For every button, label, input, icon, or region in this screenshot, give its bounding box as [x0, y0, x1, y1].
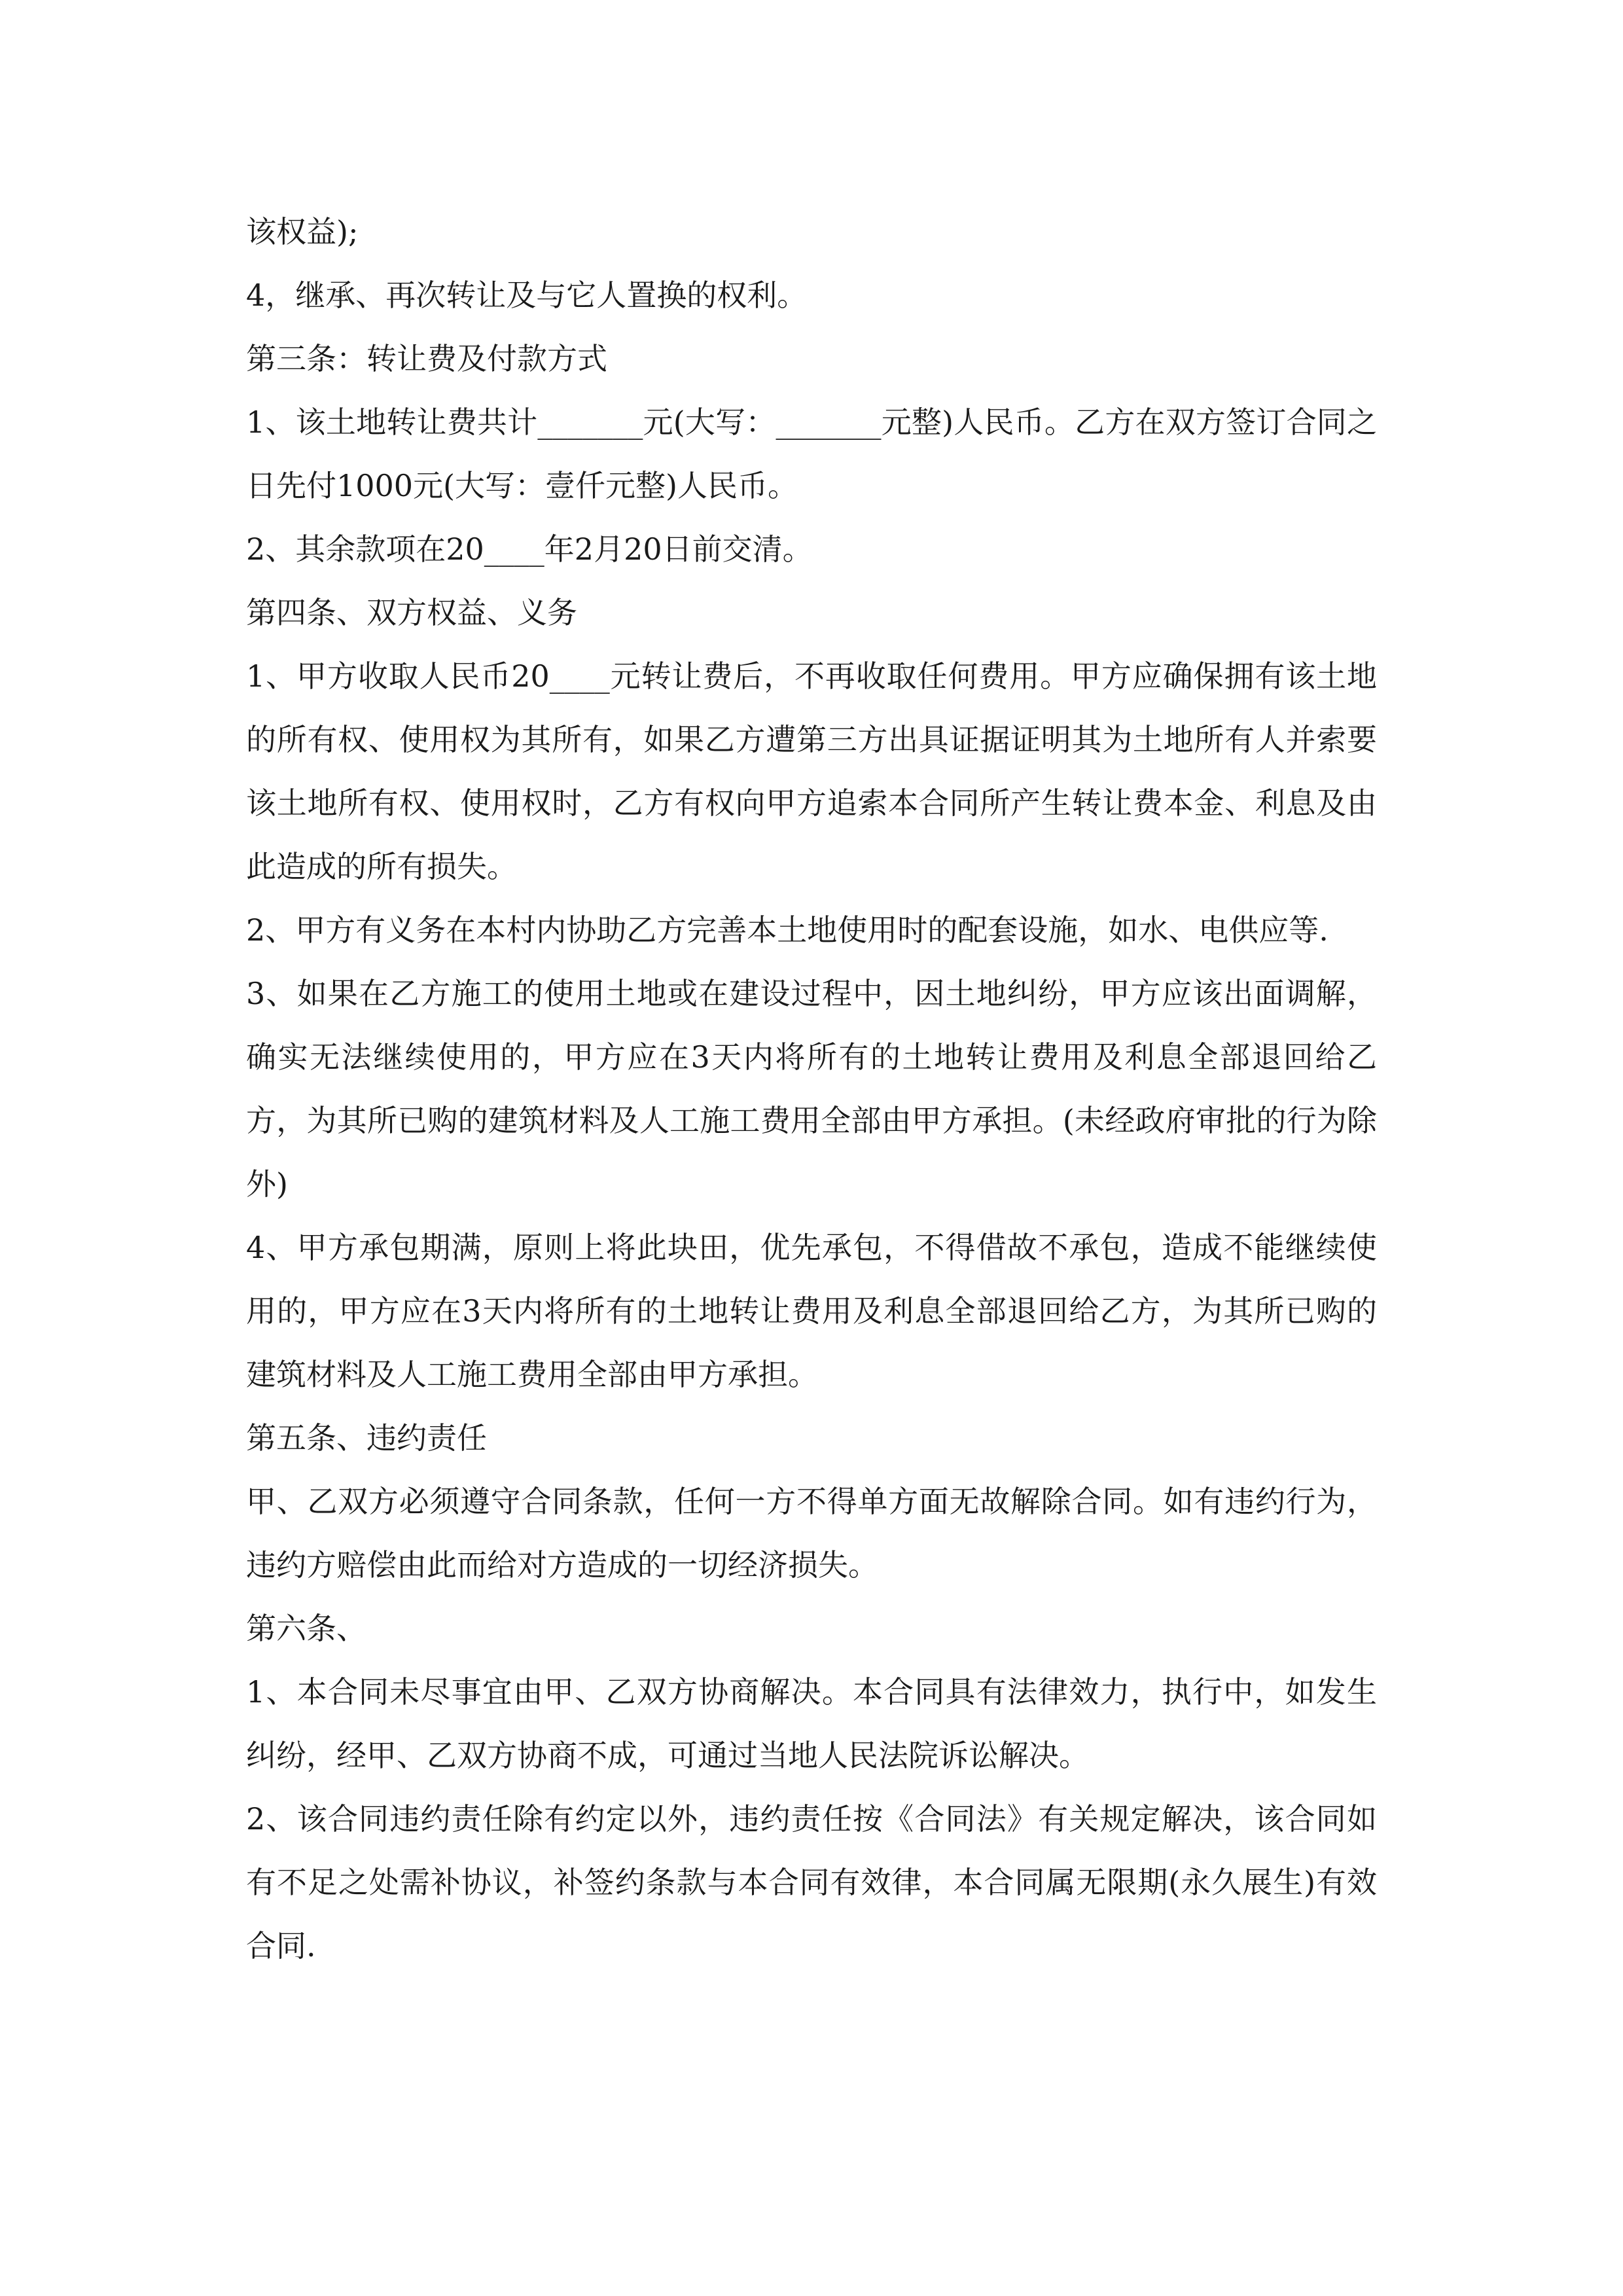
paragraph-article-4-clause-2: 2、甲方有义务在本村内协助乙方完善本土地使用时的配套设施，如水、电供应等.	[246, 912, 1329, 948]
paragraph-article-4-clause-3: 3、如果在乙方施工的使用土地或在建设过程中，因土地纠纷，甲方应该出面调解，确实无法继续使用的，甲方应在3天内将所有的土地转让费用及利息全部退回给乙方，为其所已购的建筑材料及人工施工费用全部由甲方承担。(未经政府审批的行为除外)	[246, 976, 1377, 1202]
paragraph-balance-payment: 2、其余款项在20____年2月20日前交清。	[246, 531, 813, 567]
heading-article-3: 第三条：转让费及付款方式	[246, 341, 607, 376]
paragraph-article-6-clause-2: 2、该合同违约责任除有约定以外，违约责任按《合同法》有关规定解决，该合同如有不足之处需补协议，补签约条款与本合同有效律，本合同属无限期(永久展生)有效合同.	[246, 1801, 1377, 1964]
paragraph-rights-continued: 该权益);	[246, 214, 359, 249]
paragraph-article-4-clause-1: 1、甲方收取人民币20____元转让费后，不再收取任何费用。甲方应确保拥有该土地的所有权、使用权为其所有，如果乙方遭第三方出具证据证明其为土地所有人并索要该土地所有权、使用权时，乙方有权向甲方追索本合同所产生转让费本金、利息及由此造成的所有损失。	[246, 658, 1377, 884]
paragraph-inheritance-rights: 4，继承、再次转让及与它人置换的权利。	[246, 278, 808, 313]
paragraph-article-4-clause-4: 4、甲方承包期满，原则上将此块田，优先承包，不得借故不承包，造成不能继续使用的，甲方应在3天内将所有的土地转让费用及利息全部退回给乙方，为其所已购的建筑材料及人工施工费用全部由甲方承担。	[246, 1230, 1377, 1392]
paragraph-breach-liability: 甲、乙双方必须遵守合同条款，任何一方不得单方面无故解除合同。如有违约行为，违约方赔偿由此而给对方造成的一切经济损失。	[246, 1484, 1377, 1583]
paragraph-article-6-clause-1: 1、本合同未尽事宜由甲、乙双方协商解决。本合同具有法律效力，执行中，如发生纠纷，经甲、乙双方协商不成，可通过当地人民法院诉讼解决。	[246, 1674, 1377, 1773]
paragraph-transfer-fee: 1、该土地转让费共计_______元(大写：_______元整)人民币。乙方在双方签订合同之日先付1000元(大写：壹仟元整)人民币。	[246, 404, 1377, 503]
document-page	[246, 200, 1377, 1978]
heading-article-5: 第五条、违约责任	[246, 1420, 487, 1456]
heading-article-4: 第四条、双方权益、义务	[246, 595, 577, 630]
heading-article-6: 第六条、	[246, 1611, 366, 1646]
